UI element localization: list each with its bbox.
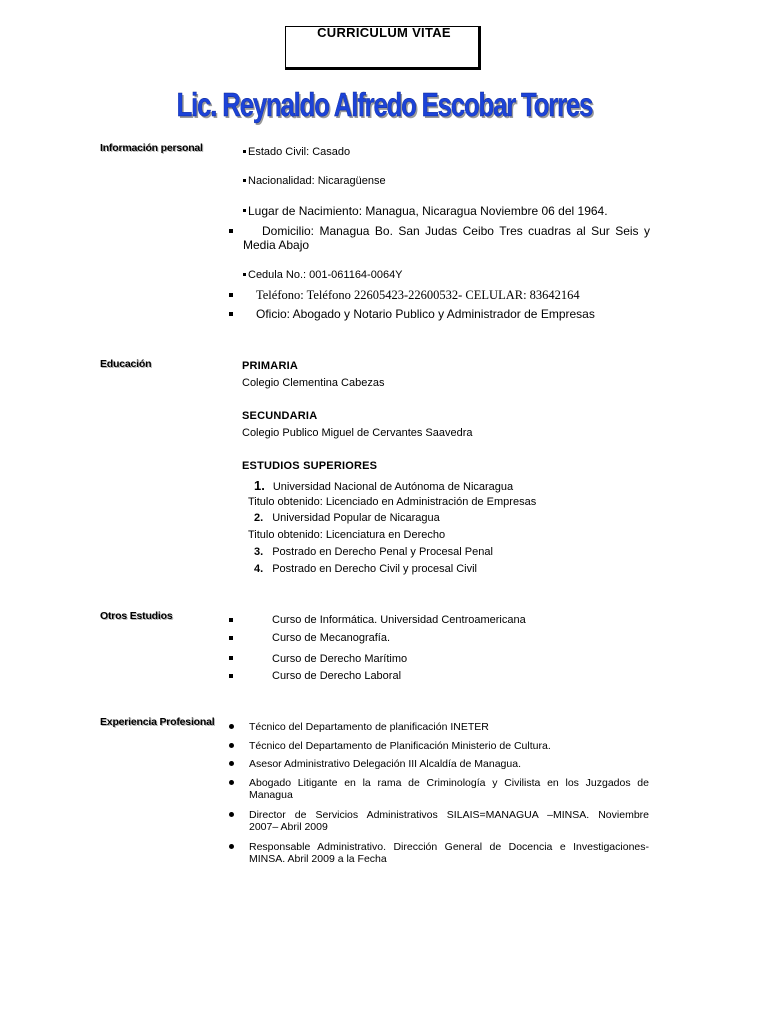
superiores-heading: ESTUDIOS SUPERIORES (242, 460, 378, 472)
telefono: Teléfono: Teléfono 22605423-22600532- CELULAR: 83642164 (256, 288, 580, 302)
bullet-icon (229, 812, 234, 817)
secundaria-school: Colegio Publico Miguel de Cervantes Saavedra (242, 427, 473, 439)
bullet-icon (229, 312, 233, 316)
nacionalidad: Nacionalidad: Nicaragüense (243, 175, 386, 187)
list-item: Titulo obtenido: Licenciado en Administración de Empresas (248, 496, 537, 508)
list-item: Curso de Derecho Laboral (272, 670, 402, 682)
oficio: Oficio: Abogado y Notario Publico y Administrador de Empresas (256, 307, 595, 321)
section-label-education: Educación (100, 358, 152, 370)
domicilio-line-2: Media Abajo (243, 238, 310, 252)
list-item: Curso de Derecho Marítimo (272, 653, 408, 665)
primaria-heading: PRIMARIA (242, 360, 298, 372)
bullet-icon (229, 293, 233, 297)
list-item: 2. Universidad Popular de Nicaragua (254, 512, 440, 524)
bullet-icon (229, 229, 233, 233)
domicilio-line-1: Domicilio: Managua Bo. San Judas Ceibo Tres cuadras al Sur Seis y (262, 224, 650, 238)
primaria-school: Colegio Clementina Cabezas (242, 377, 385, 389)
bullet-icon (229, 743, 234, 748)
bullet-icon (229, 761, 234, 766)
list-item: Técnico del Departamento de planificación INETER (249, 721, 489, 733)
bullet-icon (229, 724, 234, 729)
secundaria-heading: SECUNDARIA (242, 410, 318, 422)
list-item: 3. Postrado en Derecho Penal y Procesal Penal (254, 546, 493, 558)
bullet-icon (229, 844, 234, 849)
section-label-personal: Información personal (100, 142, 203, 154)
list-item: Curso de Mecanografía. (272, 632, 391, 644)
bullet-icon (229, 636, 233, 640)
bullet-icon (243, 209, 246, 212)
list-item: Técnico del Departamento de Planificación Ministerio de Cultura. (249, 740, 551, 752)
list-item: 4. Postrado en Derecho Civil y procesal Civil (254, 563, 477, 575)
list-item: Responsable Administrativo. Dirección General de Docencia e Investigaciones- MINSA. Abril 2009 a la Fecha (249, 841, 649, 865)
section-label-experience: Experiencia Profesional (100, 716, 215, 728)
list-item: Titulo obtenido: Licenciatura en Derecho (248, 529, 446, 541)
list-item: Asesor Administrativo Delegación III Alcaldía de Managua. (249, 758, 521, 770)
estado-civil: Estado Civil: Casado (243, 146, 350, 158)
section-label-other-studies: Otros Estudios (100, 610, 173, 622)
list-item: 1. Universidad Nacional de Autónoma de Nicaragua (254, 478, 514, 493)
bullet-icon (243, 273, 246, 276)
bullet-icon (229, 674, 233, 678)
person-name: Lic. Reynaldo Alfredo Escobar Torres (176, 86, 593, 123)
bullet-icon (229, 618, 233, 622)
list-item: Director de Servicios Administrativos SILAIS=MANAGUA –MINSA. Noviembre 2007– Abril 2009 (249, 809, 649, 833)
bullet-icon (243, 179, 246, 182)
document-title: CURRICULUM VITAE (317, 25, 451, 40)
list-item: Abogado Litigante en la rama de Criminología y Civilista en los Juzgados de Managua (249, 777, 649, 801)
lugar-nacimiento: Lugar de Nacimiento: Managua, Nicaragua Noviembre 06 del 1964. (243, 204, 608, 218)
list-item: Curso de Informática. Universidad Centroamericana (272, 614, 526, 626)
cedula: Cedula No.: 001-061164-0064Y (243, 269, 403, 281)
bullet-icon (243, 150, 246, 153)
bullet-icon (229, 656, 233, 660)
bullet-icon (229, 780, 234, 785)
